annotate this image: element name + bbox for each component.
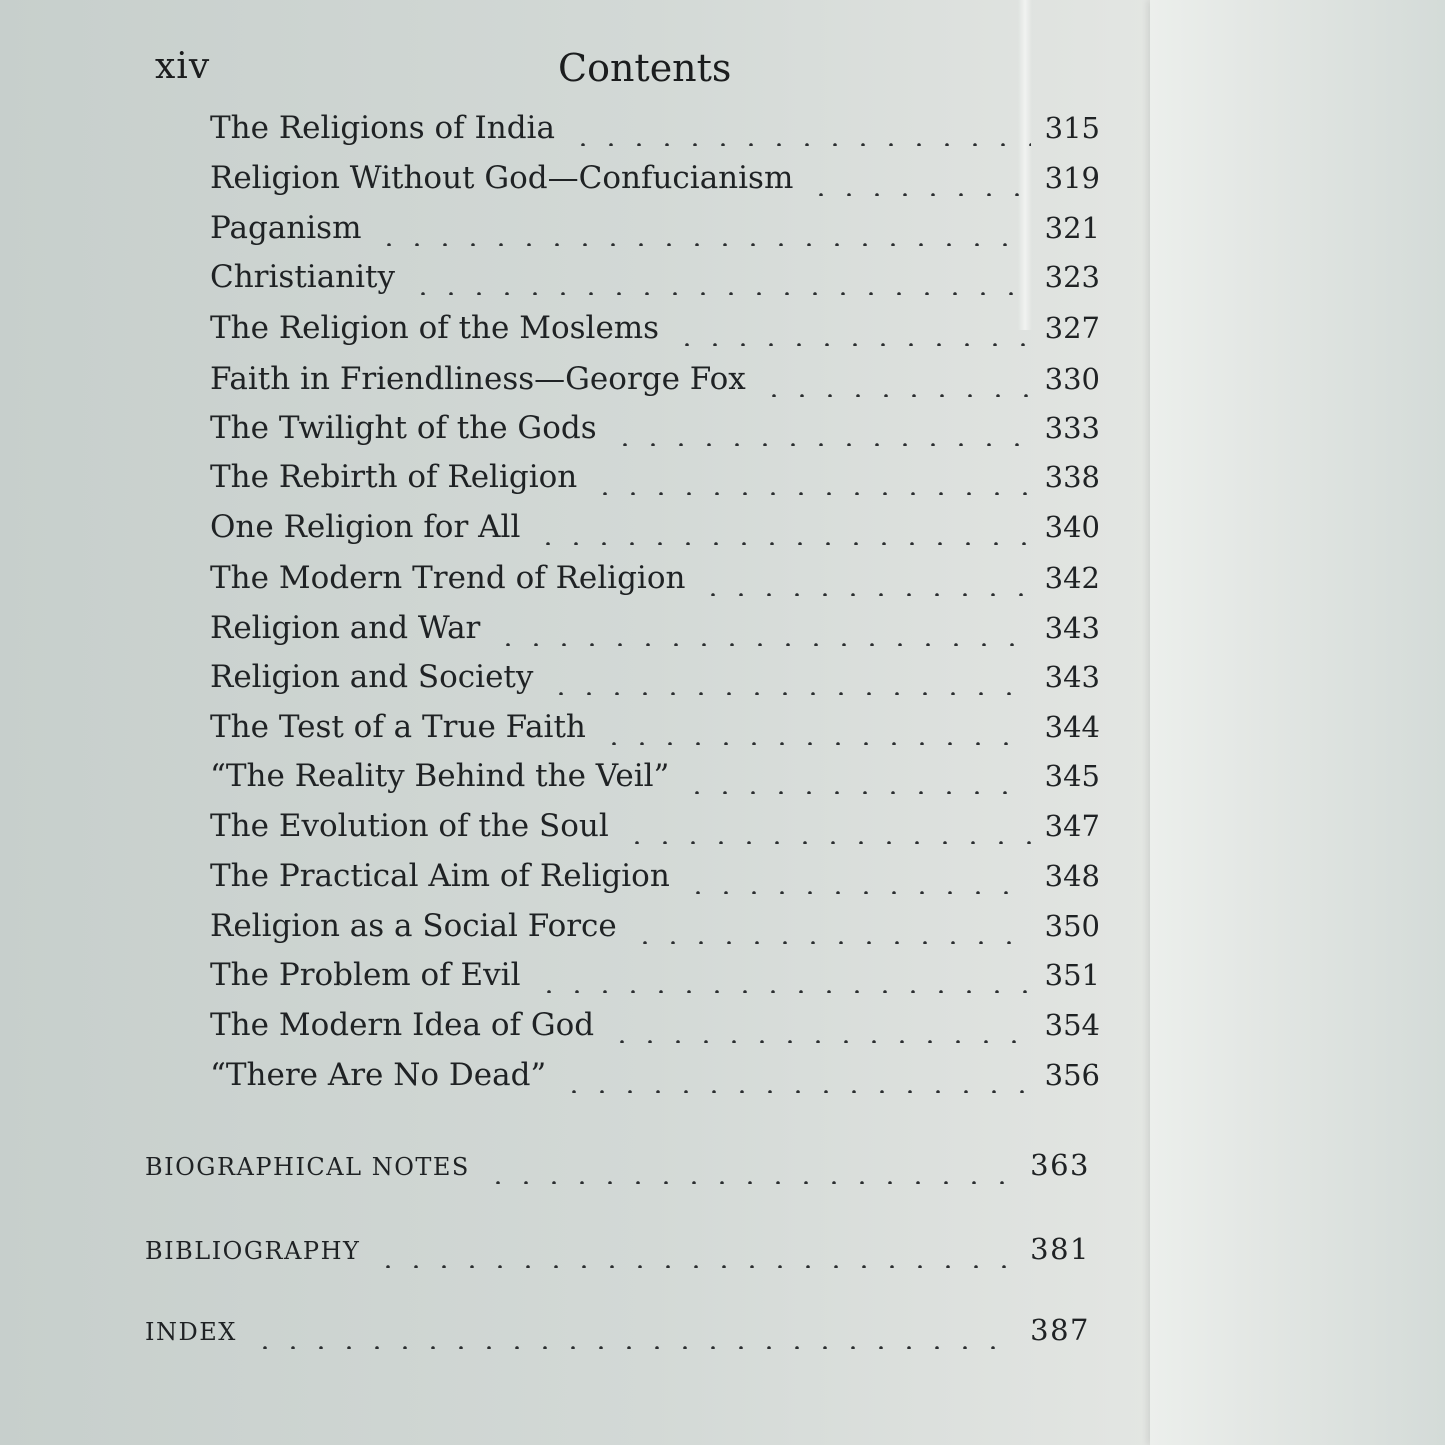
toc-entry-title: The Religions of India bbox=[210, 110, 555, 146]
toc-page-number: 343 bbox=[1044, 660, 1100, 694]
toc-page-number: 321 bbox=[1044, 211, 1100, 245]
toc-page-number: 350 bbox=[1044, 909, 1100, 943]
toc-entry bbox=[210, 410, 1100, 456]
dot-leader bbox=[569, 143, 1031, 146]
toc-entry bbox=[210, 610, 1100, 656]
toc-entry-title: Faith in Friendliness—George Fox bbox=[210, 361, 746, 397]
dot-leader bbox=[631, 941, 1031, 944]
toc-entry bbox=[210, 310, 1100, 356]
toc-entry bbox=[210, 758, 1100, 804]
toc-entry bbox=[210, 808, 1100, 854]
toc-section-title: BIBLIOGRAPHY bbox=[145, 1237, 361, 1265]
page-folio: xiv bbox=[155, 46, 211, 87]
toc-page-number: 343 bbox=[1044, 611, 1100, 645]
dot-leader bbox=[484, 1181, 1016, 1184]
toc-page-number: 323 bbox=[1044, 260, 1100, 294]
toc-entry-title: Paganism bbox=[210, 210, 362, 246]
dot-leader bbox=[807, 193, 1030, 196]
toc-entry-title: The Evolution of the Soul bbox=[210, 808, 609, 844]
toc-page-number: 319 bbox=[1044, 161, 1100, 195]
facing-page-edge bbox=[1150, 0, 1445, 1445]
toc-entry-title: Christianity bbox=[210, 259, 396, 295]
toc-entry-title: The Twilight of the Gods bbox=[210, 410, 597, 446]
dot-leader bbox=[760, 394, 1031, 397]
toc-page-number: 327 bbox=[1044, 311, 1100, 345]
toc-section-title: BIOGRAPHICAL NOTES bbox=[145, 1153, 470, 1181]
dot-leader bbox=[374, 1265, 1016, 1268]
dot-leader bbox=[547, 692, 1030, 695]
toc-page-number: 315 bbox=[1044, 111, 1100, 145]
toc-page-number: 344 bbox=[1044, 710, 1100, 744]
toc-section-index bbox=[145, 1313, 1090, 1359]
toc-entry bbox=[210, 659, 1100, 705]
dot-leader bbox=[591, 492, 1030, 495]
toc-page-number: 348 bbox=[1044, 859, 1100, 893]
toc-entry-title: The Modern Idea of God bbox=[210, 1007, 595, 1043]
dot-leader bbox=[699, 593, 1030, 596]
toc-entry bbox=[210, 210, 1100, 256]
toc-entry bbox=[210, 110, 1100, 156]
toc-entry bbox=[210, 259, 1100, 305]
toc-page-number: 330 bbox=[1044, 362, 1100, 396]
dot-leader bbox=[600, 742, 1031, 745]
toc-section-title: INDEX bbox=[145, 1318, 237, 1346]
toc-page-number: 354 bbox=[1044, 1008, 1100, 1042]
toc-page-number: 338 bbox=[1044, 460, 1100, 494]
toc-entry-title: “There Are No Dead” bbox=[210, 1057, 547, 1093]
toc-entry-title: One Religion for All bbox=[210, 509, 521, 545]
toc-entry-title: Religion Without God—Confucianism bbox=[210, 160, 794, 196]
toc-page-number: 381 bbox=[1030, 1232, 1090, 1266]
dot-leader bbox=[560, 1090, 1030, 1093]
toc-page-number: 387 bbox=[1030, 1313, 1090, 1347]
toc-entry bbox=[210, 709, 1100, 755]
toc-entry bbox=[210, 908, 1100, 954]
toc-entry-title: The Rebirth of Religion bbox=[210, 459, 578, 495]
toc-entry-title: Religion and War bbox=[210, 610, 481, 646]
dot-leader bbox=[608, 1040, 1031, 1043]
toc-entry bbox=[210, 459, 1100, 505]
dot-leader bbox=[623, 841, 1031, 844]
toc-page-number: 347 bbox=[1044, 809, 1100, 843]
dot-leader bbox=[409, 292, 1031, 295]
toc-entry-title: The Modern Trend of Religion bbox=[210, 560, 686, 596]
toc-entry bbox=[210, 361, 1100, 407]
toc-entry bbox=[210, 160, 1100, 206]
page-title: Contents bbox=[558, 46, 732, 90]
dot-leader bbox=[375, 243, 1030, 246]
toc-entry bbox=[210, 1057, 1100, 1103]
toc-page-number: 333 bbox=[1044, 411, 1100, 445]
toc-page-number: 351 bbox=[1044, 958, 1100, 992]
toc-entry-title: Religion and Society bbox=[210, 659, 534, 695]
toc-page-number: 342 bbox=[1044, 561, 1100, 595]
dot-leader bbox=[673, 343, 1031, 346]
toc-entry bbox=[210, 509, 1100, 555]
toc-entry-title: “The Reality Behind the Veil” bbox=[210, 758, 670, 794]
toc-section-biographical-notes bbox=[145, 1148, 1090, 1194]
toc-page-number: 363 bbox=[1030, 1148, 1090, 1182]
toc-entry bbox=[210, 858, 1100, 904]
dot-leader bbox=[611, 443, 1031, 446]
running-head bbox=[155, 46, 732, 96]
dot-leader bbox=[494, 643, 1030, 646]
toc-page-number: 340 bbox=[1044, 510, 1100, 544]
toc-entry-title: Religion as a Social Force bbox=[210, 908, 617, 944]
toc-entry-title: The Practical Aim of Religion bbox=[210, 858, 670, 894]
toc-entry-title: The Problem of Evil bbox=[210, 957, 521, 993]
dot-leader bbox=[684, 891, 1031, 894]
toc-page-number: 345 bbox=[1044, 759, 1100, 793]
dot-leader bbox=[251, 1346, 1016, 1349]
toc-section-bibliography bbox=[145, 1232, 1090, 1278]
toc-entry-title: The Religion of the Moslems bbox=[210, 310, 660, 346]
toc-entry-title: The Test of a True Faith bbox=[210, 709, 586, 745]
dot-leader bbox=[535, 990, 1031, 993]
toc-entry bbox=[210, 1007, 1100, 1053]
toc-page-number: 356 bbox=[1044, 1058, 1100, 1092]
dot-leader bbox=[683, 791, 1030, 794]
toc-entry bbox=[210, 957, 1100, 1003]
dot-leader bbox=[534, 542, 1030, 545]
toc-entry bbox=[210, 560, 1100, 606]
